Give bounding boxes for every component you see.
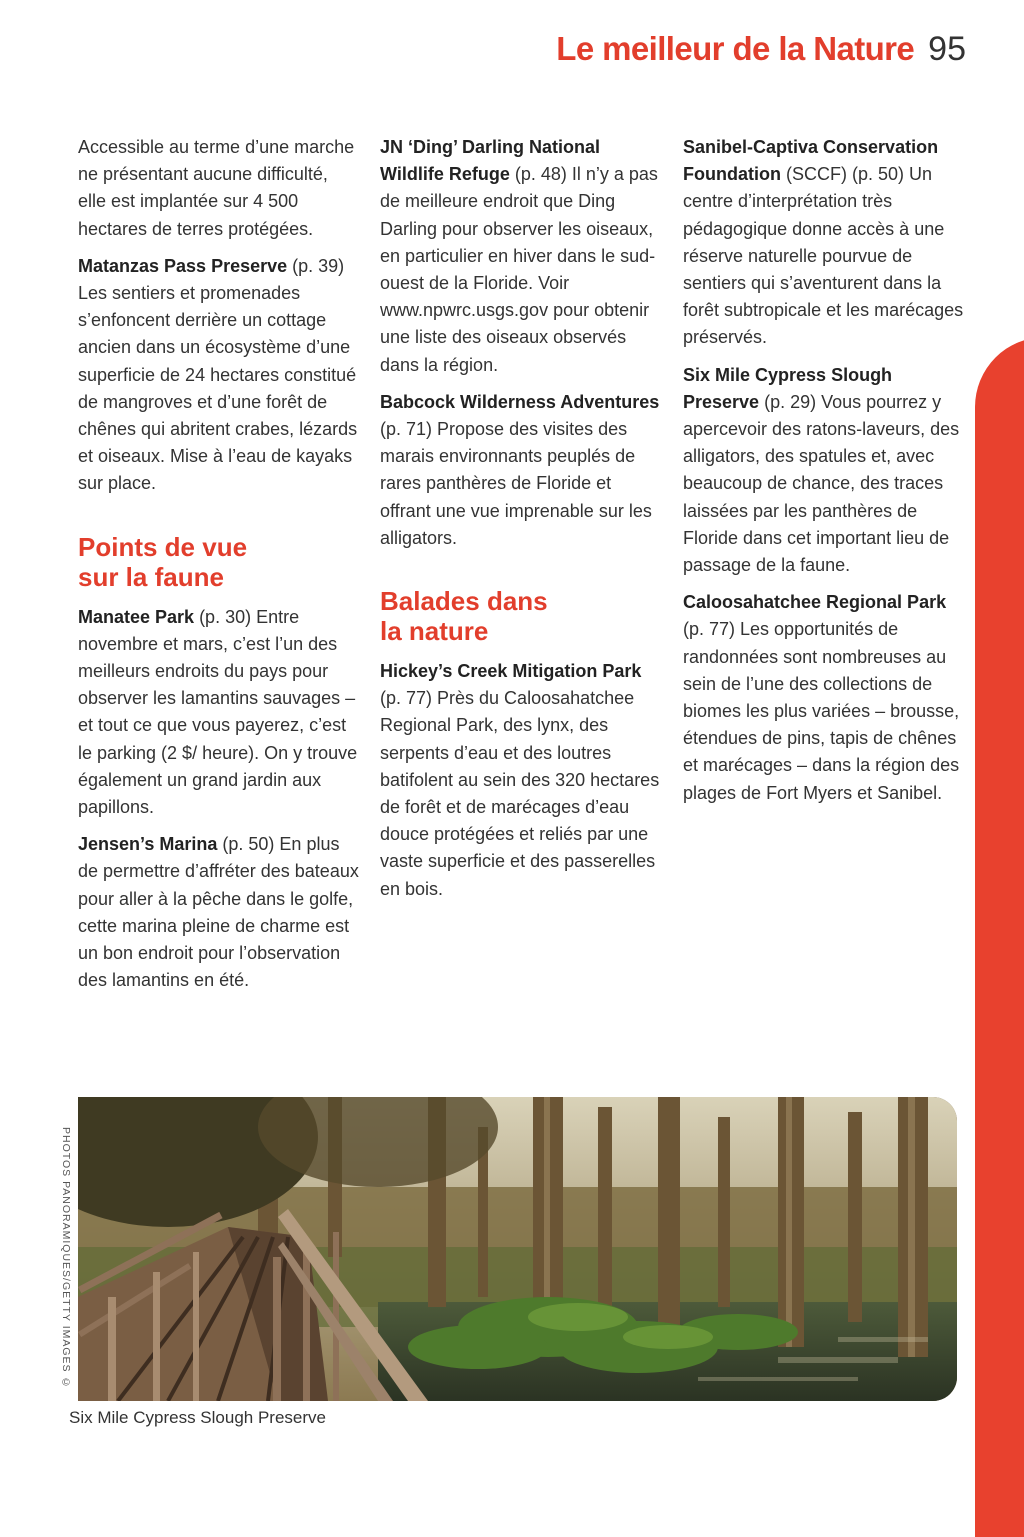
entry-matanzas (78, 253, 360, 498)
section-heading-wildlife (78, 532, 360, 592)
entry-babcock (380, 389, 662, 552)
entry-title: Caloosahatchee Regional Park (683, 592, 947, 613)
entry-ding-darling (380, 134, 662, 379)
entry-manatee-park (78, 604, 360, 822)
entry-text: (p. 50) En plus de permettre d’affréter des bateaux pour aller à la pêche dans le golfe, cette marina pleine de charme est un bon endroit pour l’observation des lamantins en été. (78, 834, 359, 991)
entry-sccf (683, 134, 965, 352)
entry-title: Matanzas Pass Preserve (78, 255, 288, 276)
entry-text: (p. 77) Les opportunités de randonnées sont nombreuses au sein de l’une des collections de biomes les plus variées – brousse, étendues de pins, tapis de chênes et marécages – dans la région des plages de Fort Myers et Sanibel. (683, 619, 960, 803)
photo-illustration (78, 1097, 957, 1401)
entry-hickeys-creek (380, 658, 662, 903)
entry-title: Six Mile Cypress Slough Preserve (683, 364, 893, 412)
swamp-boardwalk-photo (78, 1097, 957, 1401)
entry-text: (p. 29) Vous pourrez y apercevoir des ratons-laveurs, des alligators, des spatules et, avec beaucoup de chance, des traces laissées par les panthères de Floride dans cet important lieu de passage de la faune. (683, 391, 960, 576)
entry-caloosahatchee (683, 589, 965, 807)
column-3 (683, 134, 965, 817)
photo-credit: PHOTOS PANORAMIQUES/GETTY IMAGES © (60, 1127, 72, 1390)
entry-text: (SCCF) (p. 50) Un centre d’interprétation très pédagogique donne accès à une réserve naturelle pourvue de sentiers qui s’aventurent dans la forêt subtropicale et les marécages préservés. (683, 164, 964, 348)
heading-line: Balades dans (380, 586, 548, 617)
header-title: Le meilleur de la Nature (556, 30, 915, 67)
entry-title: Hickey’s Creek Mitigation Park (380, 661, 642, 682)
photo-caption: Six Mile Cypress Slough Preserve (69, 1408, 326, 1427)
entry-title: Jensen’s Marina (78, 834, 218, 855)
entry-text: (p. 30) Entre novembre et mars, c’est l’un des meilleurs endroits du pays pour observer les lamantins sauvages – et tout ce que vous payerez, c’est le parking (2 $/ heure). On y trouve également un grand jardin aux papillons. (78, 606, 358, 818)
section-heading-walks (380, 586, 662, 646)
entry-title: Sanibel-Captiva Conservation Foundation (683, 137, 939, 185)
entry-title: JN ‘Ding’ Darling National Wildlife Refuge (380, 137, 601, 185)
entry-text: (p. 39) Les sentiers et promenades s’enfoncent derrière un cottage ancien dans un écosystème d’une superficie de 24 hectares constitué de mangroves et d’une forêt de chênes qui abritent crabes, lézards et oiseaux. Mise à l’eau de kayaks sur place. (78, 255, 358, 494)
column-2 (380, 134, 662, 913)
heading-line: Points de vue (78, 531, 248, 562)
side-tab (975, 337, 1024, 1537)
entry-text: (p. 77) Près du Caloosahatchee Regional Park, des lynx, des serpents d’eau et des loutres batifolent au sein des 320 hectares de forêt et de marécages d’eau douce protégées et reliés par une vaste superficie et des passerelles en bois. (380, 688, 660, 899)
entry-jensens-marina (78, 831, 360, 994)
column-1 (78, 134, 360, 1004)
heading-line: la nature (380, 616, 489, 647)
entry-six-mile (683, 362, 965, 580)
page-number: 95 (928, 30, 966, 68)
entry-text: (p. 48) Il n’y a pas de meilleure endroit que Ding Darling pour observer les oiseaux, en particulier en hiver dans le sud-ouest de la Floride. Voir www.npwrc.usgs.gov pour obtenir une liste des oiseaux observés dans la région. (380, 164, 658, 375)
page-header (556, 30, 966, 69)
heading-line: sur la faune (78, 561, 224, 592)
entry-title: Manatee Park (78, 606, 195, 627)
entry-text: (p. 71) Propose des visites des marais environnants peuplés de rares panthères de Floride et offrant une vue imprenable sur les alligators. (380, 419, 652, 548)
entry-title: Babcock Wilderness Adventures (380, 391, 660, 412)
intro-paragraph: Accessible au terme d’une marche ne présentant aucune difficulté, elle est implantée sur 4 500 hectares de terres protégées. (78, 137, 355, 239)
